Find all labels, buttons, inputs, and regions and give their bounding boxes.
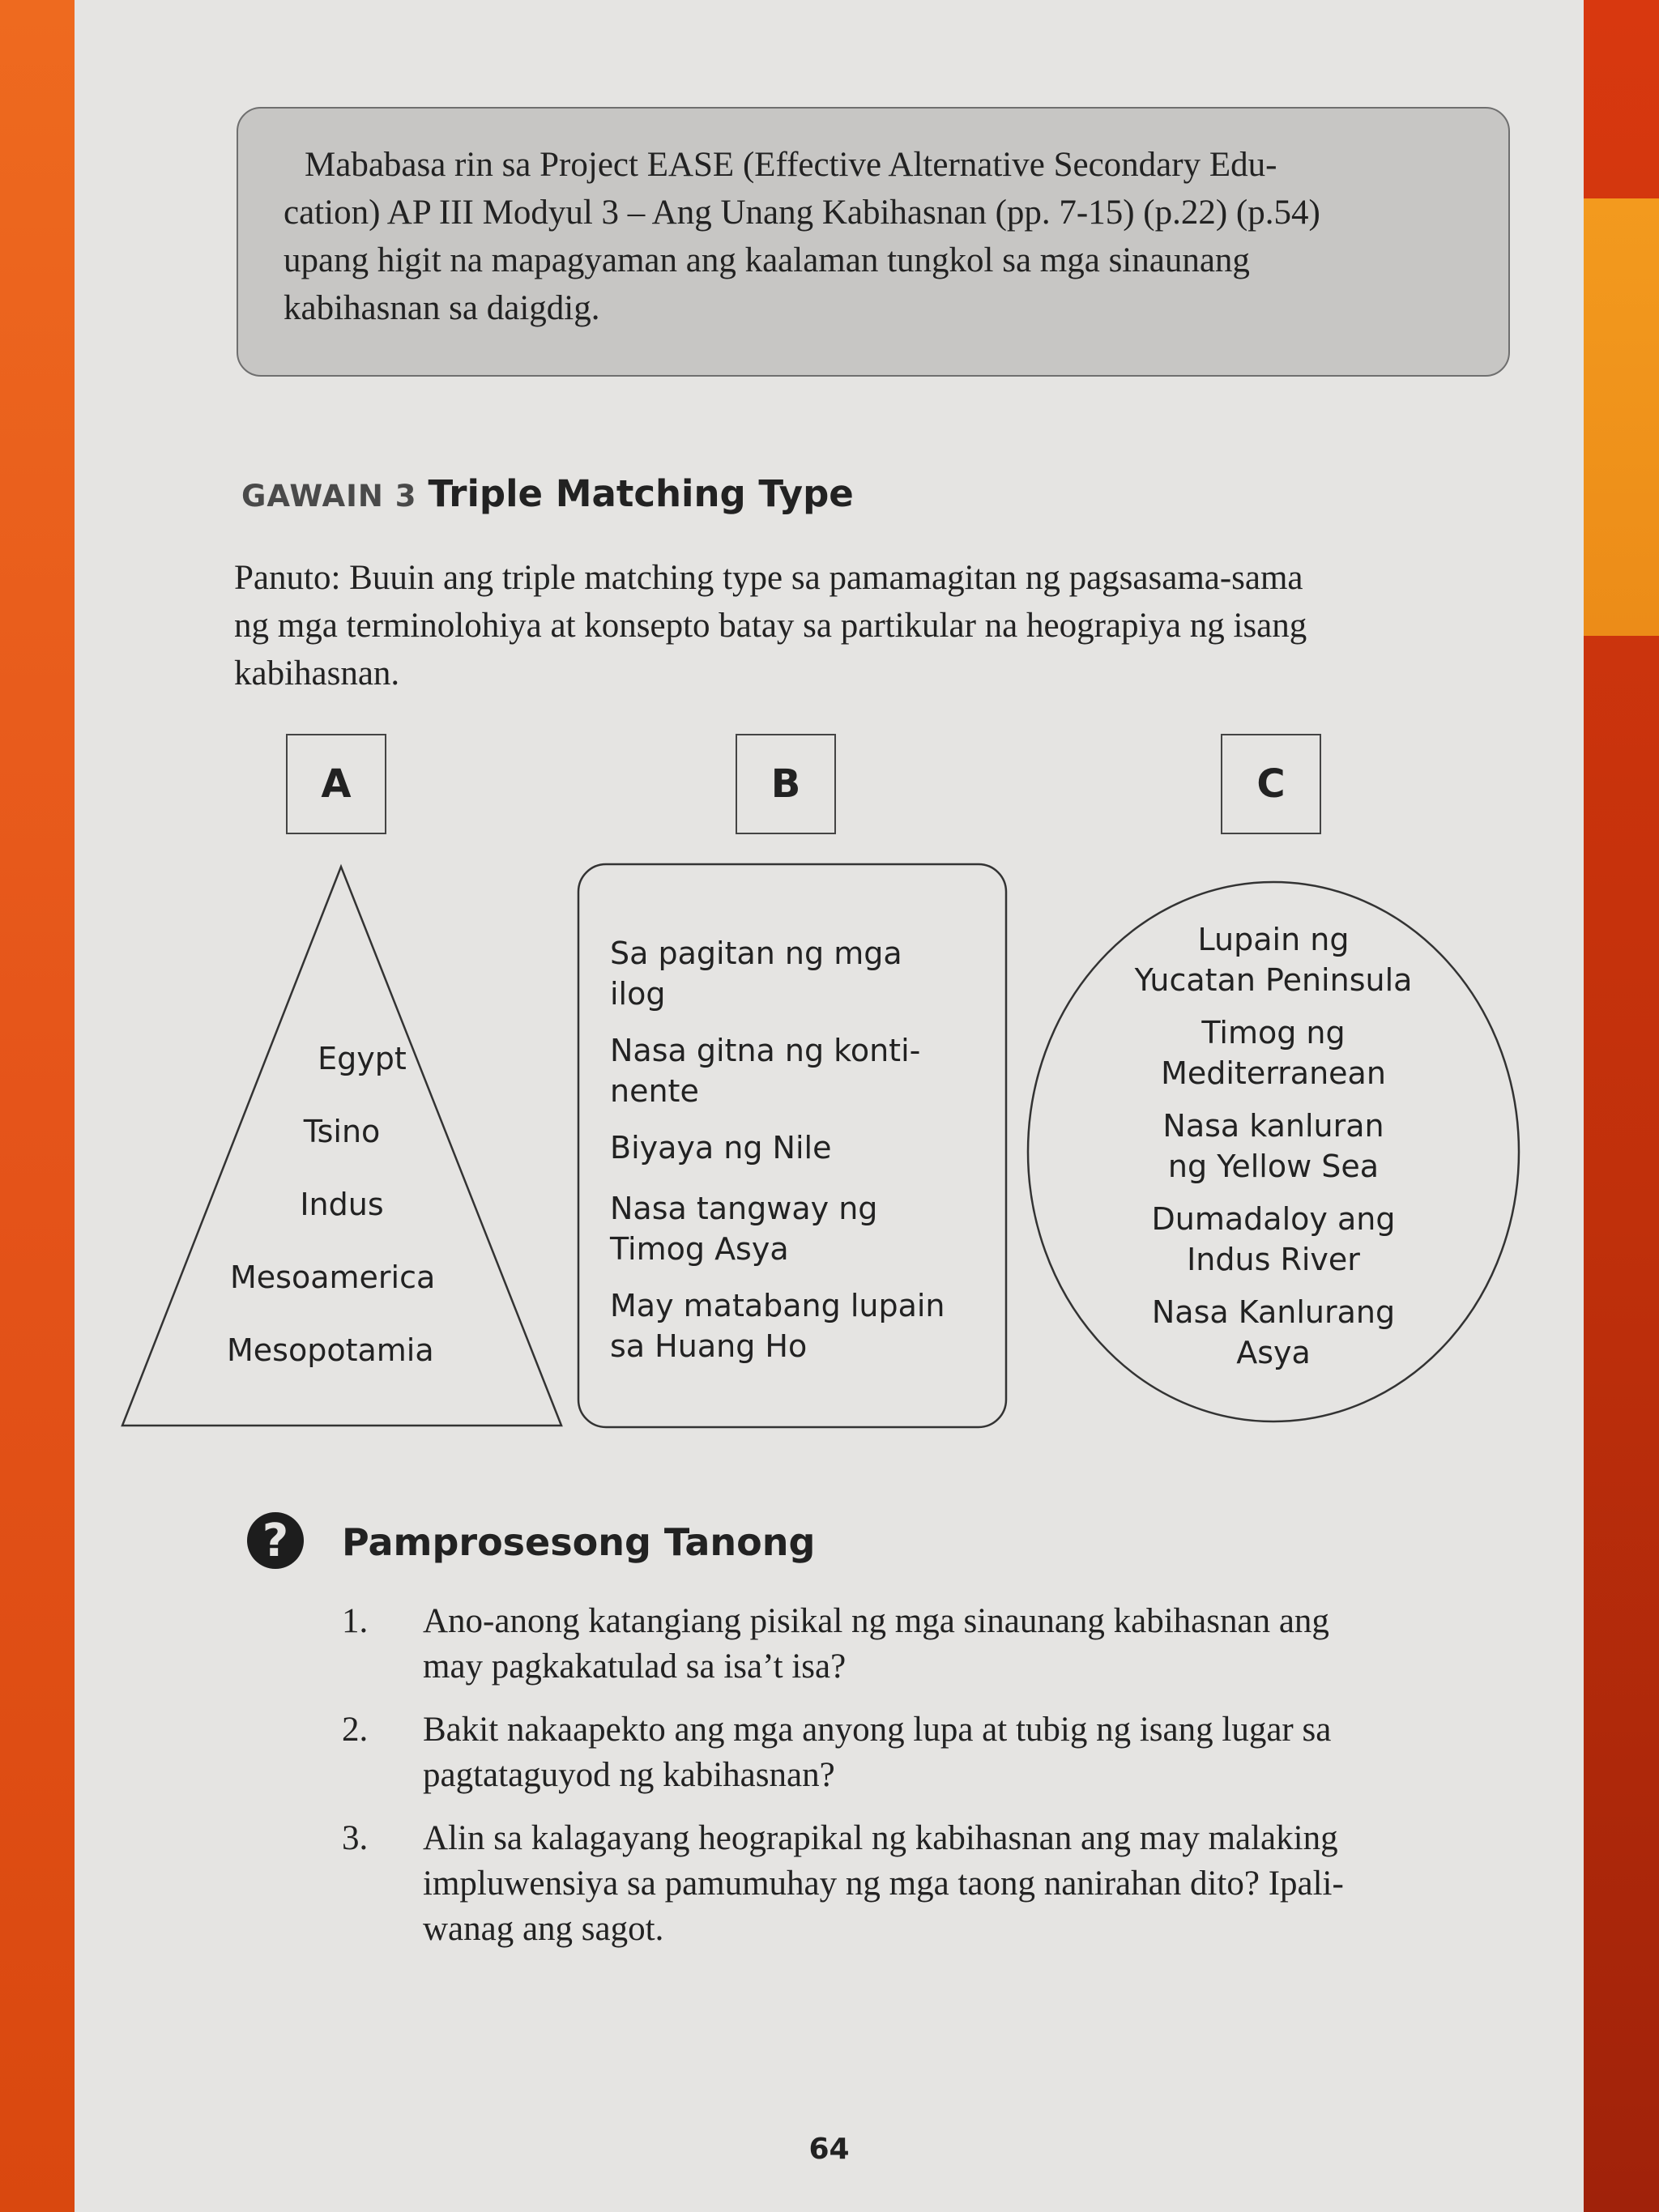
column-c-item <box>1071 1292 1476 1373</box>
right-background-strip <box>1584 0 1659 2212</box>
column-c-item <box>1071 1106 1476 1187</box>
note-line: kabihasnan sa daigdig. <box>284 289 600 327</box>
column-b-item-line: nente <box>610 1073 699 1109</box>
column-b-item-line: sa Huang Ho <box>610 1328 808 1364</box>
column-c-item <box>1071 1012 1476 1093</box>
left-background-strip <box>0 0 75 2212</box>
book-page <box>75 0 1584 2212</box>
activity-title: Triple Matching Type <box>428 472 854 515</box>
note-line: cation) AP III Modyul 3 – Ang Unang Kabihasnan (pp. 7-15) (p.22) (p.54) <box>284 194 1320 232</box>
column-c-item-line: Nasa kanluran <box>1162 1108 1384 1144</box>
column-c-item-line: ng Yellow Sea <box>1167 1149 1380 1184</box>
right-accent-bar <box>1584 198 1659 636</box>
instruction-line: kabihasnan. <box>234 654 400 693</box>
question-line: Bakit nakaapekto ang mga anyong lupa at tubig ng isang lugar sa <box>423 1711 1332 1749</box>
column-b-item-line: Biyaya ng Nile <box>610 1130 832 1166</box>
column-a-header: A <box>286 734 386 834</box>
questions-list <box>342 1599 1516 1970</box>
column-c-item-line: Nasa Kanlurang <box>1151 1294 1396 1330</box>
column-b-item <box>610 1285 945 1366</box>
column-c-item-line: Mediterranean <box>1161 1055 1386 1091</box>
column-a-item: Mesopotamia <box>227 1332 434 1368</box>
column-a-item: Tsino <box>303 1114 381 1149</box>
column-b-item-line: ilog <box>610 976 666 1012</box>
instruction-line: ng mga terminolohiya at konsepto batay sa partikular na heograpiya ng isang <box>234 607 1307 645</box>
question-number: 1. <box>342 1602 369 1640</box>
column-b-item-line: Nasa tangway ng <box>610 1191 878 1226</box>
column-c-item-line: Asya <box>1236 1335 1311 1370</box>
question-number: 3. <box>342 1819 369 1857</box>
column-c-item <box>1071 1199 1476 1280</box>
column-b-item-line: Nasa gitna ng konti- <box>610 1033 921 1068</box>
activity-label: GAWAIN 3 <box>241 479 417 514</box>
column-b-item-line: May matabang lupain <box>610 1288 945 1323</box>
column-b-item <box>610 1188 877 1269</box>
page-number: 64 <box>808 2133 850 2166</box>
question-item <box>342 1599 1516 1690</box>
question-line: Ano-anong katangiang pisikal ng mga sinaunang kabihasnan ang <box>423 1602 1329 1640</box>
column-c-item-line: Yucatan Peninsula <box>1134 962 1413 998</box>
questions-title: Pamprosesong Tanong <box>342 1520 816 1564</box>
question-line: impluwensiya sa pamumuhay ng mga taong nanirahan dito? Ipali- <box>423 1865 1344 1903</box>
column-c-item <box>1071 919 1476 1000</box>
question-line: wanag ang sagot. <box>423 1910 664 1948</box>
question-line: may pagkakatulad sa isa’t isa? <box>423 1647 847 1686</box>
question-item <box>342 1816 1516 1952</box>
question-item <box>342 1707 1516 1798</box>
column-b-item <box>610 1030 920 1111</box>
column-c-item-line: Dumadaloy ang <box>1151 1201 1396 1237</box>
question-line: pagtataguyod ng kabihasnan? <box>423 1756 835 1794</box>
question-mark-icon: ? <box>247 1512 304 1569</box>
column-b-item-line: Timog Asya <box>610 1231 789 1267</box>
column-b-item <box>610 933 902 1014</box>
column-b-item <box>610 1127 831 1168</box>
column-c-item-line: Lupain ng <box>1197 922 1350 957</box>
column-a-item: Indus <box>300 1187 384 1222</box>
column-b-item-line: Sa pagitan ng mga <box>610 936 902 971</box>
question-line: Alin sa kalagayang heograpikal ng kabihasnan ang may malaking <box>423 1819 1338 1857</box>
question-number: 2. <box>342 1711 369 1749</box>
column-a-item: Mesoamerica <box>230 1259 436 1295</box>
note-line: upang higit na mapagyaman ang kaalaman tungkol sa mga sinaunang <box>284 241 1250 279</box>
note-line: Mababasa rin sa Project EASE (Effective Alternative Secondary Edu- <box>305 146 1277 184</box>
column-b-header: B <box>736 734 836 834</box>
column-c-item-line: Timog ng <box>1201 1015 1346 1051</box>
column-c-header: C <box>1221 734 1321 834</box>
column-c-item-line: Indus River <box>1187 1242 1360 1277</box>
instruction-line: Panuto: Buuin ang triple matching type sa pamamagitan ng pagsasama-sama <box>234 559 1303 597</box>
column-a-item: Egypt <box>318 1041 407 1076</box>
